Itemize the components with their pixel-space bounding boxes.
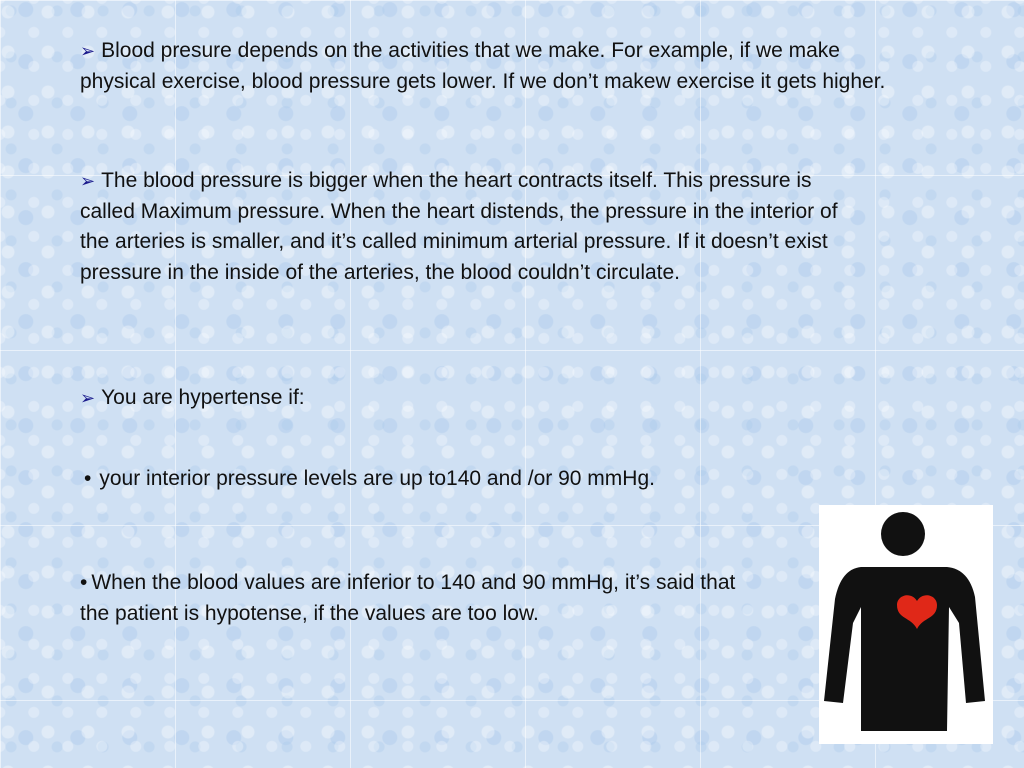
human-figure-image [819,505,993,744]
dot-bullet-icon: • [80,571,88,594]
paragraph-blood-pressure-activities [80,36,900,97]
paragraph-maximum-minimum-pressure [80,166,860,288]
arrow-bullet-icon: ➢ [80,171,96,191]
bullet-text: When the blood values are inferior to 140 and 90 mmHg, it’s said that the patient is hypotense, if the values are too low. [80,571,736,625]
paragraph-text: Blood presure depends on the activities that we make. For example, if we make physical exercise, blood pressure gets lower. If we don’t makew exercise it gets higher. [80,39,886,93]
bullet-hypertense-levels [80,464,720,495]
human-figure-with-heart-icon [819,505,993,744]
paragraph-text: The blood pressure is bigger when the heart contracts itself. This pressure is called Maximum pressure. When the heart distends, the pressure in the interior of the arteries is smaller, and it’s called minimum arterial pressure. If it doesn’t exist pressure in the inside of the arteries, the blood couldn’t circulate. [80,169,838,284]
dot-bullet-icon: • [84,467,92,490]
bullet-text: your interior pressure levels are up to140 and /or 90 mmHg. [99,467,655,490]
paragraph-hypertense-heading [80,383,680,414]
paragraph-text: You are hypertense if: [101,386,305,409]
arrow-bullet-icon: ➢ [80,388,96,408]
bullet-hypotense [80,568,760,629]
arrow-bullet-icon: ➢ [80,41,96,61]
